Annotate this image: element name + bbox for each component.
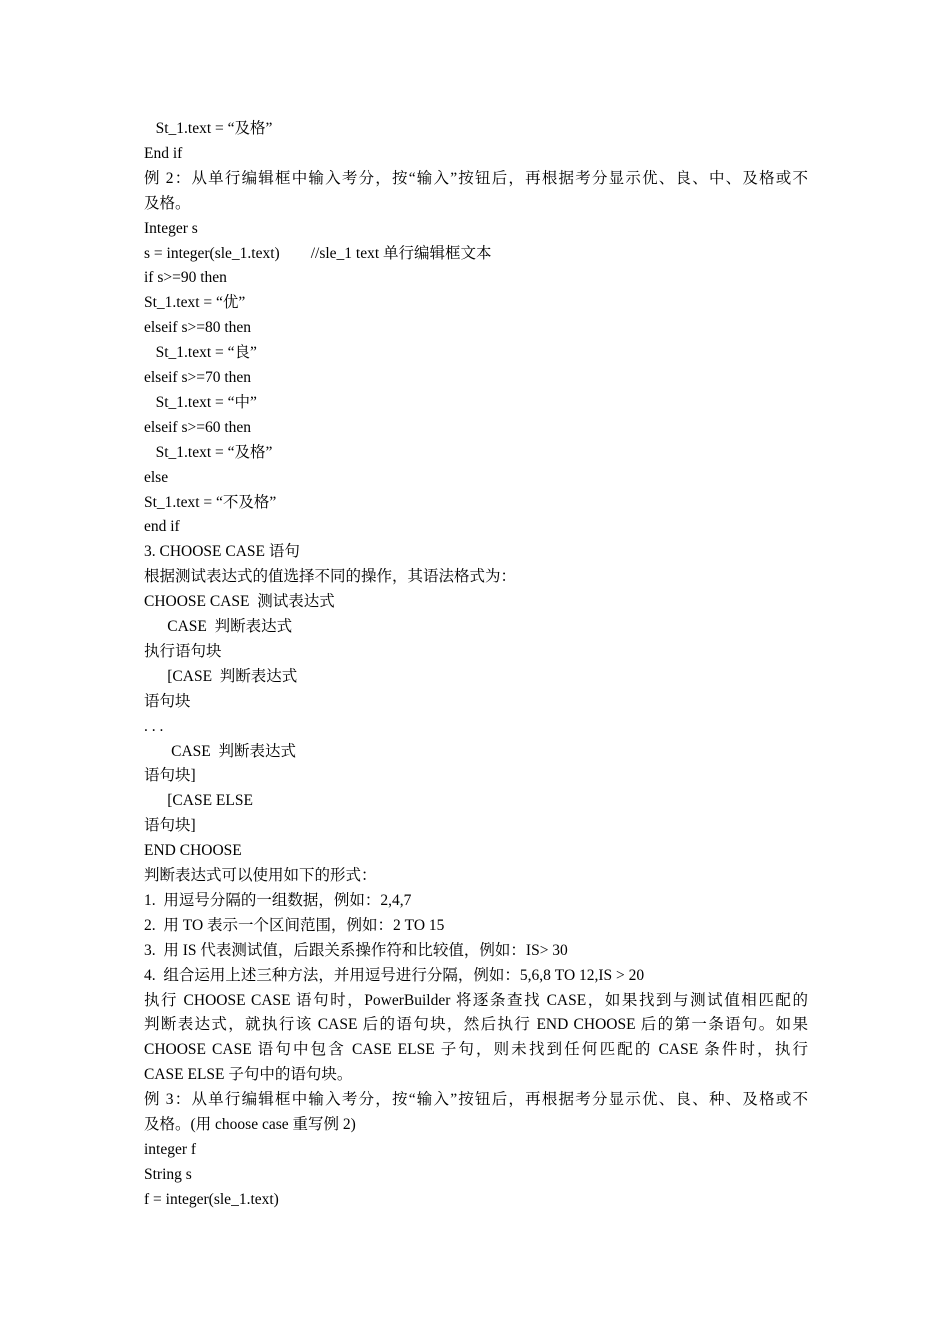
text-line: [CASE 判断表达式 <box>144 667 298 685</box>
text-line: 及格。 <box>144 194 191 212</box>
text-line: 语句块 <box>144 692 191 710</box>
text-line: St_1.text = “良” <box>144 344 257 362</box>
text-line: St_1.text = “优” <box>144 294 246 312</box>
text-line: elseif s>=60 then <box>144 418 252 436</box>
text-line: else <box>144 468 169 486</box>
text-line: 及格。(用 choose case 重写例 2) <box>144 1116 356 1133</box>
text-line: f = integer(sle_1.text) <box>144 1190 279 1208</box>
text-line: 语句块] <box>144 767 196 785</box>
text-line: END CHOOSE <box>144 842 242 860</box>
text-line: CHOOSE CASE 语句中包含 CASE ELSE 子句，则未找到任何匹配的 CASE 条件时，执行 <box>144 1041 808 1059</box>
text-line: 1. 用逗号分隔的一组数据，例如：2,4,7 <box>144 891 412 909</box>
text-line: 判断表达式可以使用如下的形式： <box>144 867 377 884</box>
text-line: St_1.text = “中” <box>144 393 257 411</box>
text-line: CASE ELSE 子句中的语句块。 <box>144 1066 353 1084</box>
text-line: St_1.text = “不及格” <box>144 493 277 511</box>
text-line: 语句块] <box>144 817 196 835</box>
text-line: CASE 判断表达式 <box>144 618 293 635</box>
text-line: . . . <box>144 717 164 735</box>
text-line: CASE 判断表达式 <box>144 742 296 760</box>
text-line: 例 2：从单行编辑框中输入考分，按“输入”按钮后，再根据考分显示优、良、中、及格或不 <box>144 169 808 187</box>
text-line: St_1.text = “及格” <box>144 120 273 137</box>
text-line: [CASE ELSE <box>144 792 253 810</box>
text-line: 根据测试表达式的值选择不同的操作，其语法格式为： <box>144 568 517 586</box>
text-line: St_1.text = “及格” <box>144 443 273 461</box>
text-line: elseif s>=80 then <box>144 319 252 337</box>
text-line: 例 3：从单行编辑框中输入考分，按“输入”按钮后，再根据考分显示优、良、种、及格或不 <box>144 1091 808 1109</box>
text-line: integer f <box>144 1140 197 1158</box>
text-line: 判断表达式，就执行该 CASE 后的语句块，然后执行 END CHOOSE 后的第一条语句。如果 <box>144 1016 808 1034</box>
text-line: End if <box>144 144 183 162</box>
text-line: 3. CHOOSE CASE 语句 <box>144 543 300 561</box>
text-line: 2. 用 TO 表示一个区间范围，例如：2 TO 15 <box>144 916 445 934</box>
text-line: if s>=90 then <box>144 269 227 287</box>
text-line: Integer s <box>144 219 198 237</box>
text-line: String s <box>144 1165 192 1183</box>
text-line: end if <box>144 518 180 536</box>
text-line: 执行 CHOOSE CASE 语句时，PowerBuilder 将逐条查找 CASE，如果找到与测试值相匹配的 <box>144 991 808 1009</box>
text-line: 执行语句块 <box>144 642 222 660</box>
text-line: 3. 用 IS 代表测试值，后跟关系操作符和比较值，例如：IS> 30 <box>144 941 568 959</box>
text-line: s = integer(sle_1.text) //sle_1 text 单行编辑框文本 <box>144 244 492 262</box>
text-line: 4. 组合运用上述三种方法，并用逗号进行分隔，例如：5,6,8 TO 12,IS > 20 <box>144 966 645 984</box>
text-line: elseif s>=70 then <box>144 369 252 386</box>
text-line: CHOOSE CASE 测试表达式 <box>144 593 335 611</box>
